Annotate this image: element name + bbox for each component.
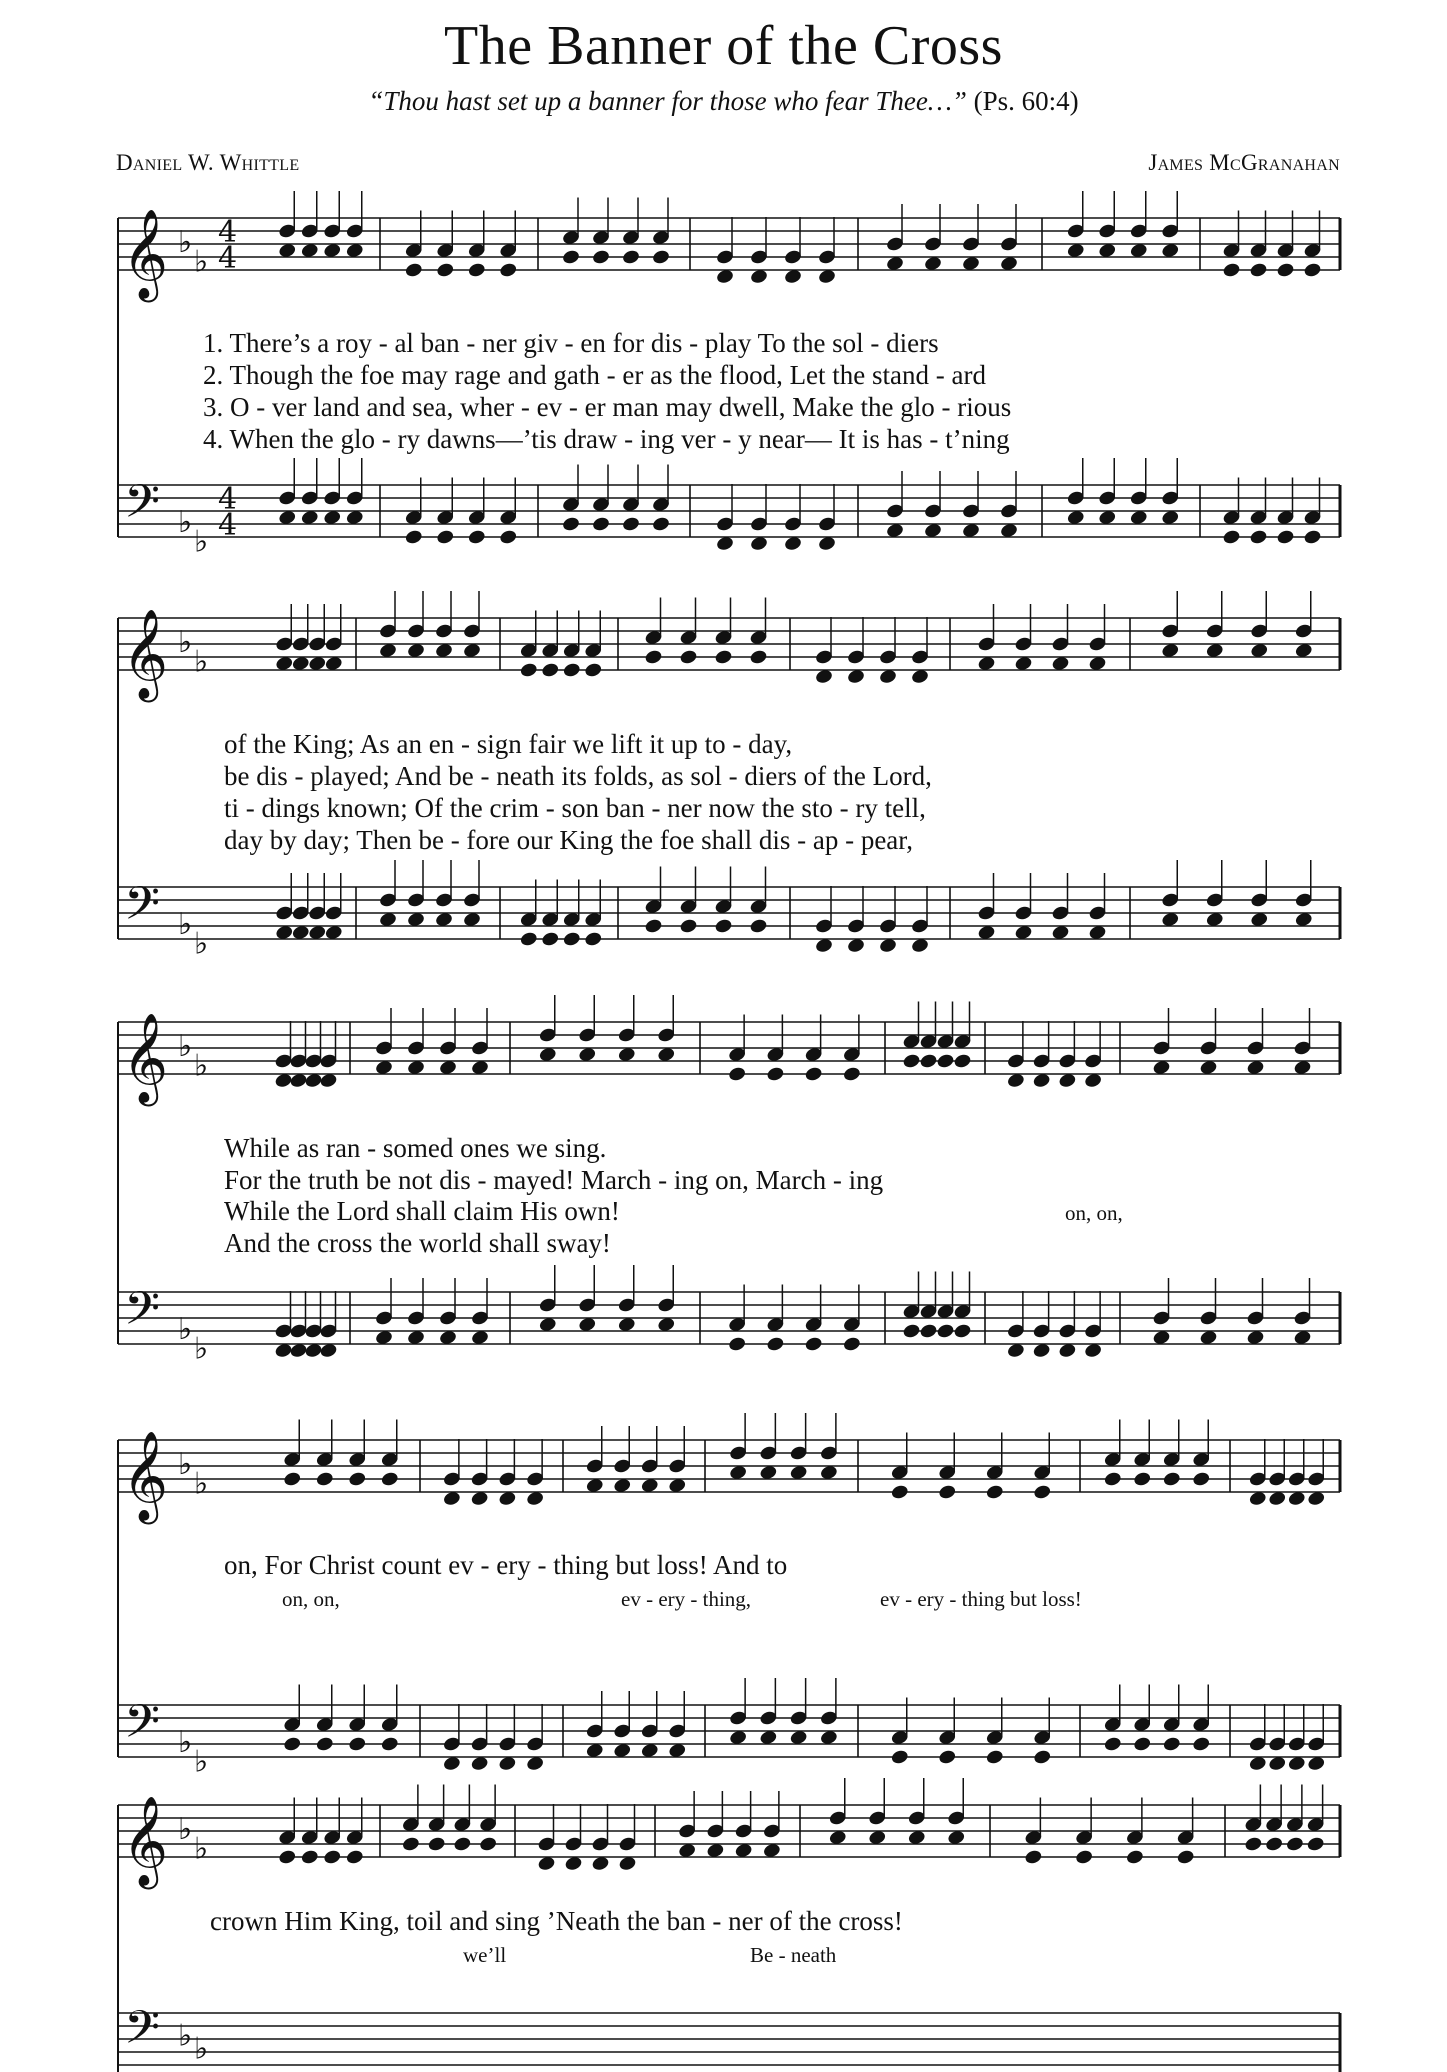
note-head (938, 1749, 957, 1766)
note-head (404, 529, 423, 546)
note-head (1162, 1471, 1181, 1488)
flat-icon: ♭ (178, 225, 193, 260)
flat-icon: ♭ (178, 625, 193, 660)
note-head (1265, 1836, 1284, 1853)
bass-clef-icon: 𝄢 (124, 2001, 161, 2066)
bass-clef-icon: 𝄢 (124, 877, 161, 942)
note-head (315, 1736, 334, 1753)
note-head (936, 1323, 955, 1340)
note-head (714, 649, 733, 666)
system-2-lyrics (224, 729, 932, 855)
note-head (1276, 262, 1295, 279)
note-head (278, 1849, 297, 1866)
verse-4-line-1: 4. When the glo - ry dawns—’tis draw - ing ver - y near— It is has - t’ning (203, 424, 1010, 454)
flat-icon: ♭ (194, 1744, 209, 1780)
flat-icon: ♭ (178, 1812, 193, 1847)
note-head (561, 516, 580, 533)
alto-echo-c: ev - ery - thing but loss! (880, 1587, 1082, 1611)
note-head (1285, 1836, 1304, 1853)
note-head (1192, 1471, 1211, 1488)
note-head (1222, 529, 1241, 546)
verse-1-line-2: of the King; As an en - sign fair we lift it up to - day, (224, 729, 793, 759)
note-head (499, 262, 518, 279)
note-head (591, 516, 610, 533)
note-head (1306, 1836, 1325, 1853)
note-head (621, 249, 640, 266)
note-head (401, 1836, 420, 1853)
note-head (804, 1066, 823, 1083)
note-head (323, 1849, 342, 1866)
note-head (679, 918, 698, 935)
note-head (404, 262, 423, 279)
note-head (541, 931, 560, 948)
note-head (467, 529, 486, 546)
note-head (1249, 262, 1268, 279)
note-head (1033, 1749, 1052, 1766)
note-head (348, 1471, 367, 1488)
bass-clef-icon: 𝄢 (124, 475, 161, 540)
time-signature-top: 4 (218, 215, 238, 250)
verse-3-line-3: While the Lord shall claim His own! (224, 1196, 620, 1226)
verse-2-line-2: be dis - played; And be - neath its folds, as sol - diers of the Lord, (224, 761, 932, 791)
flat-icon: ♭ (178, 1312, 193, 1347)
note-head (902, 1053, 921, 1070)
flat-icon: ♭ (194, 2031, 209, 2067)
note-head (348, 1736, 367, 1753)
note-head (1303, 529, 1322, 546)
flat-icon: ♭ (194, 644, 209, 680)
refrain-line-1: on, For Christ count ev - ery - thing but loss! And to (224, 1550, 788, 1580)
alto-echo-a: on, on, (282, 1587, 340, 1611)
flat-icon: ♭ (178, 1725, 193, 1760)
note-head (380, 1471, 399, 1488)
note-head (300, 1849, 319, 1866)
note-head (902, 1323, 921, 1340)
verse-3-line-2: ti - dings known; Of the crim - son ban - ner now the sto - ry tell, (224, 793, 926, 823)
note-head (519, 662, 538, 679)
alto-echo-beneath: Be - neath (750, 1943, 837, 1967)
note-head (766, 1066, 785, 1083)
note-head (938, 1484, 957, 1501)
treble-clef-icon: 𝄞 (122, 609, 169, 699)
note-head (985, 1749, 1004, 1766)
verse-3-line-1: 3. O - ver land and sea, wher - ev - er man may dwell, Make the glo - rious (203, 392, 1012, 422)
note-head (644, 918, 663, 935)
note-head (749, 918, 768, 935)
flat-icon: ♭ (194, 1466, 209, 1502)
verse-1-line-1: 1. There’s a roy - al ban - ner giv - en for dis - play To the sol - diers (203, 328, 939, 358)
note-head (890, 1484, 909, 1501)
note-head (1303, 262, 1322, 279)
note-head (1249, 529, 1268, 546)
note-head (1033, 1484, 1052, 1501)
flat-icon: ♭ (194, 1831, 209, 1867)
note-head (1162, 1736, 1181, 1753)
verse-4-line-3: And the cross the world shall sway! (224, 1228, 611, 1258)
flat-icon: ♭ (178, 1447, 193, 1482)
verse-2-line-3: For the truth be not dis - mayed! March - ing on, March - ing (224, 1165, 884, 1195)
note-head (499, 529, 518, 546)
note-head (714, 918, 733, 935)
note-head (919, 1323, 938, 1340)
flat-icon: ♭ (194, 926, 209, 962)
note-head (728, 1066, 747, 1083)
note-head (1244, 1836, 1263, 1853)
note-head (1222, 262, 1241, 279)
system-3-lyrics (224, 1133, 1123, 1258)
flat-icon: ♭ (178, 1029, 193, 1064)
note-head (749, 649, 768, 666)
note-head (1103, 1736, 1122, 1753)
note-head (562, 662, 581, 679)
note-head (1133, 1736, 1152, 1753)
note-head (766, 1336, 785, 1353)
note-head (561, 249, 580, 266)
epigraph-quote: “Thou hast set up a banner for those who fear Thee…” (368, 86, 967, 116)
flat-icon: ♭ (194, 524, 209, 560)
bass-clef-icon: 𝄢 (124, 1282, 161, 1347)
note-head (591, 249, 610, 266)
note-head (427, 1836, 446, 1853)
note-head (467, 262, 486, 279)
note-head (519, 931, 538, 948)
music-credit: James McGranahan (1148, 150, 1340, 175)
flat-icon: ♭ (194, 1331, 209, 1367)
note-head (562, 931, 581, 948)
flat-icon: ♭ (194, 244, 209, 280)
note-head (1103, 1471, 1122, 1488)
flat-icon: ♭ (178, 2018, 193, 2054)
note-head (453, 1836, 472, 1853)
note-head (890, 1749, 909, 1766)
note-head (1125, 1849, 1144, 1866)
bass-clef-icon: 𝄢 (124, 1695, 161, 1760)
time-signature-bottom: 4 (218, 241, 238, 276)
note-head (283, 1471, 302, 1488)
note-head (436, 262, 455, 279)
note-head (953, 1323, 972, 1340)
verse-4-line-2: day by day; Then be - fore our King the foe shall dis - ap - pear, (224, 825, 913, 855)
note-head (804, 1336, 823, 1353)
system-4-lyrics (224, 1550, 1082, 1611)
time-signature-top: 4 (218, 482, 238, 517)
flat-icon: ♭ (178, 505, 193, 540)
note-head (584, 662, 603, 679)
verse-2-line-1: 2. Though the foe may rage and gath - er as the flood, Let the stand - ard (203, 360, 986, 390)
note-head (728, 1336, 747, 1353)
note-head (1133, 1471, 1152, 1488)
treble-clef-icon: 𝄞 (122, 1796, 169, 1886)
note-head (621, 516, 640, 533)
treble-clef-icon: 𝄞 (122, 1431, 169, 1521)
alto-echo-on-on: on, on, (1065, 1201, 1123, 1225)
note-head (345, 1849, 364, 1866)
note-head (315, 1471, 334, 1488)
note-head (679, 649, 698, 666)
note-head (842, 1066, 861, 1083)
note-head (985, 1484, 1004, 1501)
note-head (936, 1053, 955, 1070)
flat-icon: ♭ (178, 907, 193, 942)
verse-1-line-3: While as ran - somed ones we sing. (224, 1133, 607, 1163)
note-head (1276, 529, 1295, 546)
note-head (584, 931, 603, 948)
note-head (919, 1053, 938, 1070)
note-head (479, 1836, 498, 1853)
epigraph-reference: (Ps. 60:4) (973, 86, 1079, 116)
refrain-line-2: crown Him King, toil and sing ’Neath the ban - ner of the cross! (210, 1906, 903, 1936)
note-head (644, 649, 663, 666)
words-credit: Daniel W. Whittle (116, 150, 300, 175)
note-head (436, 529, 455, 546)
system-1-lyrics (203, 328, 1011, 454)
note-head (1192, 1736, 1211, 1753)
treble-clef-icon: 𝄞 (122, 209, 169, 299)
flat-icon: ♭ (194, 1048, 209, 1084)
note-head (283, 1736, 302, 1753)
note-head (842, 1336, 861, 1353)
alto-echo-b: ev - ery - thing, (621, 1587, 752, 1611)
note-head (380, 1736, 399, 1753)
alto-echo-well: we’ll (463, 1943, 507, 1967)
time-signature-bottom: 4 (218, 508, 238, 543)
system-5-lyrics (210, 1906, 903, 1967)
hymn-title: The Banner of the Cross (444, 15, 1003, 77)
treble-clef-icon: 𝄞 (122, 1013, 169, 1103)
note-head (651, 249, 670, 266)
note-head (1075, 1849, 1094, 1866)
note-head (1024, 1849, 1043, 1866)
note-head (651, 516, 670, 533)
note-head (541, 662, 560, 679)
note-head (1176, 1849, 1195, 1866)
note-head (953, 1053, 972, 1070)
